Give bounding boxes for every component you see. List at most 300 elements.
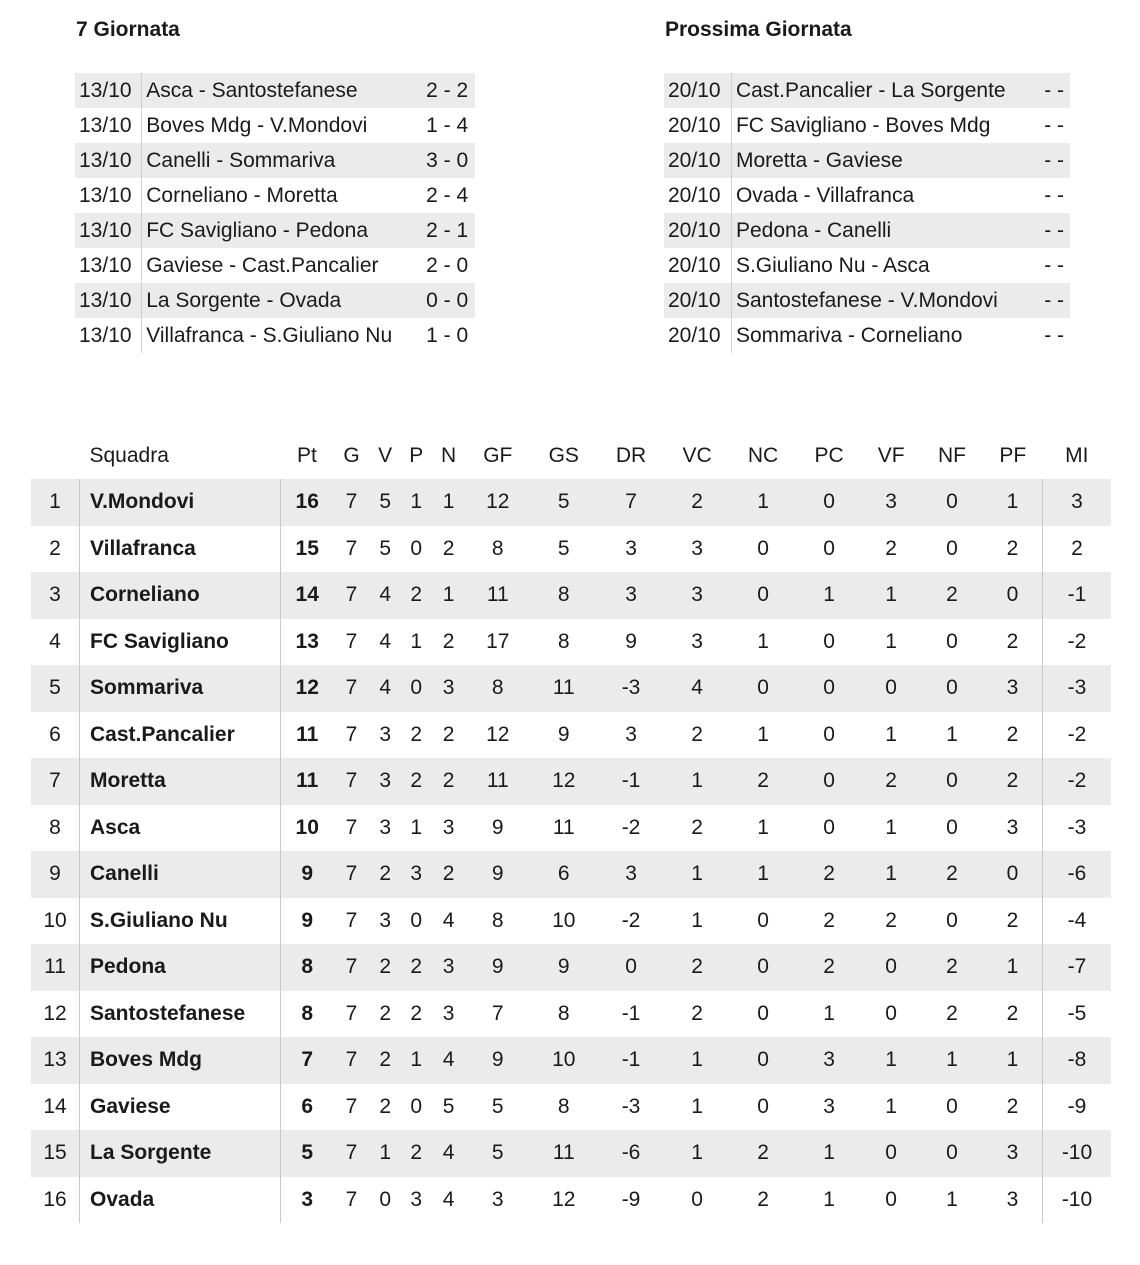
stat-cell: 3 [691, 536, 703, 560]
stat-cell: 2 [410, 722, 423, 746]
column-header: MI [1065, 444, 1089, 467]
points-cell: 11 [281, 758, 334, 805]
fixture-row [75, 283, 475, 318]
team-name: V.Mondovi [80, 479, 281, 526]
fixture-score: - - [1039, 73, 1070, 108]
stat-cell: 10 [552, 908, 576, 932]
stat-cell: 1 [410, 629, 423, 653]
stat-cell: 2 [921, 572, 983, 619]
points-cell: 8 [301, 1001, 314, 1025]
points-cell: 9 [301, 908, 314, 932]
column-header: NC [747, 444, 779, 467]
fixture-match: Santostefanese - V.Mondovi [731, 283, 1038, 318]
stat-cell: 8 [465, 665, 530, 712]
stat-cell: 0 [823, 722, 835, 746]
points-cell: 9 [281, 851, 334, 898]
stat-cell: 1 [757, 815, 769, 839]
fixture-row [664, 318, 1070, 353]
fixture-row [664, 108, 1070, 143]
stat-cell: 0 [861, 665, 921, 712]
stat-cell: 0 [921, 479, 983, 526]
position-cell: 1 [31, 479, 80, 526]
table-row [31, 851, 1111, 898]
stat-cell: 2 [797, 944, 862, 991]
stat-cell: 3 [1006, 1187, 1019, 1211]
stat-cell: 3 [491, 1187, 504, 1211]
stat-cell: -5 [1043, 991, 1112, 1038]
points-cell: 14 [281, 572, 334, 619]
stat-cell: 2 [1006, 536, 1019, 560]
stat-cell: 1 [885, 1094, 897, 1118]
stat-cell: 2 [370, 851, 401, 898]
stat-cell: 0 [946, 908, 958, 932]
stat-cell: 4 [442, 908, 455, 932]
points-cell: 12 [281, 665, 334, 712]
team-name: Gaviese [80, 1084, 281, 1131]
stat-cell: 1 [691, 1094, 703, 1118]
stat-cell: 1 [921, 1037, 983, 1084]
stat-cell: -9 [621, 1187, 641, 1211]
stat-cell: 2 [401, 944, 432, 991]
fixture-score: - - [1044, 254, 1065, 277]
standings-header-row [31, 433, 1111, 479]
stat-cell: -1 [597, 758, 664, 805]
table-row [31, 526, 1111, 573]
fixture-date: 13/10 [75, 143, 142, 178]
stat-cell: 1 [823, 1001, 835, 1025]
fixture-match: Pedona - Canelli [731, 213, 1038, 248]
column-header: PC [814, 444, 844, 467]
stat-cell: 1 [410, 815, 423, 839]
stat-cell: 0 [823, 629, 835, 653]
stat-cell: 4 [432, 1130, 466, 1177]
fixture-match: Villafranca - S.Giuliano Nu [146, 324, 393, 347]
table-row [31, 712, 1111, 759]
stat-cell: 1 [797, 1130, 862, 1177]
stat-cell: 1 [861, 1037, 921, 1084]
fixture-row [75, 108, 475, 143]
stat-cell: 0 [410, 536, 423, 560]
stat-cell: 0 [946, 1094, 958, 1118]
stat-cell: 11 [465, 758, 530, 805]
stat-cell: 1 [691, 908, 703, 932]
stat-cell: -10 [1043, 1177, 1112, 1224]
stat-cell: 12 [552, 1187, 576, 1211]
stat-cell: 0 [597, 944, 664, 991]
fixture-date: 13/10 [75, 283, 142, 318]
stat-cell: 2 [823, 908, 835, 932]
points-cell: 6 [301, 1094, 314, 1118]
table-row [31, 572, 1111, 619]
stat-cell: -1 [1043, 572, 1112, 619]
stat-cell: 0 [729, 944, 796, 991]
stat-cell: 6 [530, 851, 597, 898]
fixture-score: 2 - 2 [420, 73, 475, 108]
stat-cell: 2 [757, 1187, 769, 1211]
fixture-row [75, 73, 475, 108]
stat-cell: 2 [379, 1094, 392, 1118]
stat-cell: 9 [491, 815, 504, 839]
fixture-match: Canelli - Sommariva [142, 143, 420, 178]
fixture-row [75, 318, 475, 353]
stat-cell: 2 [1006, 722, 1019, 746]
stat-cell: 2 [401, 758, 432, 805]
position-cell: 4 [31, 619, 80, 666]
points-cell: 8 [281, 944, 334, 991]
table-row [31, 758, 1111, 805]
stat-cell: 5 [491, 1094, 504, 1118]
stat-cell: 9 [465, 851, 530, 898]
stat-cell: 1 [946, 1187, 958, 1211]
stat-cell: 2 [729, 1130, 796, 1177]
stat-cell: 2 [921, 944, 983, 991]
team-name: Pedona [80, 944, 281, 991]
fixture-match: Cast.Pancalier - La Sorgente [731, 73, 1038, 108]
stat-cell: 0 [797, 665, 862, 712]
stat-cell: 0 [946, 815, 958, 839]
stat-cell: 7 [345, 722, 358, 746]
fixture-match: FC Savigliano - Boves Mdg [735, 114, 991, 137]
position-cell: 12 [31, 991, 80, 1038]
stat-cell: 7 [333, 1037, 369, 1084]
stat-cell: 2 [1006, 1001, 1019, 1025]
fixture-date: 20/10 [664, 283, 731, 318]
stat-cell: 2 [691, 1001, 703, 1025]
stat-cell: 0 [823, 815, 835, 839]
position-cell: 9 [31, 851, 80, 898]
stat-cell: 1 [983, 479, 1043, 526]
team-name: Santostefanese [80, 991, 281, 1038]
stat-cell: 0 [410, 908, 423, 932]
stat-cell: 3 [442, 1001, 455, 1025]
stat-cell: 0 [757, 1094, 769, 1118]
stat-cell: 2 [432, 758, 466, 805]
stat-cell: 1 [665, 1130, 730, 1177]
stat-cell: 2 [983, 758, 1043, 805]
fixture-match: Sommariva - Corneliano [735, 324, 963, 347]
fixture-score: 1 - 4 [426, 114, 469, 137]
stat-cell: -2 [621, 908, 641, 932]
table-row [31, 1177, 1111, 1224]
stat-cell: 1 [885, 629, 897, 653]
stat-cell: 0 [379, 1187, 392, 1211]
stat-cell: -2 [621, 815, 641, 839]
fixture-score: - - [1044, 184, 1065, 207]
stat-cell: 3 [597, 572, 664, 619]
stat-cell: 3 [861, 479, 921, 526]
stat-cell: -3 [621, 1094, 641, 1118]
stat-cell: 3 [401, 851, 432, 898]
stat-cell: -9 [1043, 1084, 1112, 1131]
team-name: Ovada [80, 1177, 281, 1224]
fixture-match: Boves Mdg - V.Mondovi [146, 114, 368, 137]
fixture-score: - - [1044, 324, 1065, 347]
stat-cell: 5 [379, 536, 392, 560]
team-name: La Sorgente [80, 1130, 281, 1177]
stat-cell: 3 [797, 1037, 862, 1084]
fixture-score: 3 - 0 [420, 143, 475, 178]
table-row [31, 1084, 1111, 1131]
stat-cell: 0 [921, 665, 983, 712]
position-cell: 16 [31, 1177, 80, 1224]
team-name: Sommariva [80, 665, 281, 712]
fixture-match: Asca - Santostefanese [142, 73, 420, 108]
stat-cell: 11 [465, 572, 530, 619]
stat-cell: -6 [1043, 851, 1112, 898]
position-cell: 3 [31, 572, 80, 619]
stat-cell: 1 [885, 722, 897, 746]
stat-cell: 4 [665, 665, 730, 712]
stat-cell: 7 [345, 1187, 358, 1211]
fixture-date: 13/10 [75, 213, 142, 248]
stat-cell: -8 [1043, 1037, 1112, 1084]
stat-cell: 7 [333, 758, 369, 805]
fixture-score: - - [1039, 213, 1070, 248]
stat-cell: 1 [665, 1037, 730, 1084]
stat-cell: 17 [486, 629, 510, 653]
stat-cell: 7 [345, 536, 358, 560]
column-header: G [343, 444, 360, 467]
position-cell: 10 [31, 898, 80, 945]
stat-cell: 8 [491, 536, 504, 560]
stat-cell: 0 [983, 851, 1043, 898]
position-cell: 5 [31, 665, 80, 712]
stat-cell: 0 [797, 758, 862, 805]
fixture-score: 0 - 0 [420, 283, 475, 318]
stat-cell: 7 [345, 908, 358, 932]
stat-cell: 1 [983, 1037, 1043, 1084]
next-round-title: Prossima Giornata [665, 18, 852, 41]
stat-cell: 4 [442, 1187, 455, 1211]
stat-cell: 1 [861, 851, 921, 898]
table-row [31, 1037, 1111, 1084]
stat-cell: 2 [442, 629, 455, 653]
position-cell: 7 [31, 758, 80, 805]
stat-cell: 12 [530, 758, 597, 805]
stat-cell: 0 [729, 572, 796, 619]
fixture-row [664, 143, 1070, 178]
fixture-score: 2 - 1 [420, 213, 475, 248]
stat-cell: -2 [1043, 758, 1112, 805]
stat-cell: 2 [442, 722, 455, 746]
stat-cell: 4 [370, 572, 401, 619]
team-name: Villafranca [80, 526, 281, 573]
stat-cell: 1 [401, 479, 432, 526]
stat-cell: 1 [757, 722, 769, 746]
stat-cell: 7 [333, 479, 369, 526]
stat-cell: -1 [597, 1037, 664, 1084]
stat-cell: 2 [442, 536, 455, 560]
fixture-row [75, 213, 475, 248]
team-name: S.Giuliano Nu [80, 898, 281, 945]
position-cell: 6 [31, 712, 80, 759]
stat-cell: 0 [797, 479, 862, 526]
team-name: Canelli [80, 851, 281, 898]
stat-cell: 0 [861, 1130, 921, 1177]
stat-cell: 2 [921, 851, 983, 898]
current-round-fixtures [75, 73, 475, 353]
stat-cell: 2 [665, 479, 730, 526]
stat-cell: 2 [1006, 629, 1019, 653]
stat-cell: 2 [370, 944, 401, 991]
column-header: N [441, 444, 457, 467]
table-row [31, 1130, 1111, 1177]
stat-cell: 3 [432, 944, 466, 991]
column-header: GF [483, 444, 513, 467]
points-cell: 3 [301, 1187, 314, 1211]
table-row [31, 479, 1111, 526]
stat-cell: 0 [729, 665, 796, 712]
fixture-row [664, 178, 1070, 213]
stat-cell: 12 [465, 479, 530, 526]
stat-cell: 1 [946, 722, 958, 746]
fixture-match: Gaviese - Cast.Pancalier [146, 254, 379, 277]
column-header: DR [615, 444, 647, 467]
stat-cell: 11 [530, 665, 597, 712]
fixture-row [75, 248, 475, 283]
stat-cell: 7 [345, 629, 358, 653]
stat-cell: 3 [370, 758, 401, 805]
column-header: Pt [297, 444, 317, 467]
fixture-date: 13/10 [75, 248, 142, 283]
stat-cell: 3 [597, 851, 664, 898]
stat-cell: 1 [401, 1037, 432, 1084]
team-name: FC Savigliano [80, 619, 281, 666]
stat-cell: 3 [379, 815, 392, 839]
stat-cell: 0 [885, 1001, 897, 1025]
points-cell: 5 [281, 1130, 334, 1177]
stat-cell: 1 [665, 851, 730, 898]
column-header: P [409, 444, 424, 467]
stat-cell: 3 [442, 815, 455, 839]
table-row [31, 665, 1111, 712]
stat-cell: 0 [946, 536, 958, 560]
stat-cell: 7 [491, 1001, 504, 1025]
stat-cell: 1 [432, 572, 466, 619]
stat-cell: 5 [465, 1130, 530, 1177]
stat-cell: 0 [921, 758, 983, 805]
fixture-score: 2 - 4 [426, 184, 469, 207]
stat-cell: 3 [823, 1094, 835, 1118]
stat-cell: 2 [946, 1001, 958, 1025]
stat-cell: 2 [885, 536, 897, 560]
stat-cell: 8 [530, 572, 597, 619]
column-header: GS [548, 444, 579, 467]
fixture-row [664, 283, 1070, 318]
stat-cell: -1 [621, 1001, 641, 1025]
table-row [31, 898, 1111, 945]
stat-cell: 0 [757, 536, 769, 560]
stat-cell: 2 [729, 758, 796, 805]
stat-cell: 7 [333, 665, 369, 712]
fixture-date: 20/10 [664, 318, 731, 353]
fixture-score: 2 - 0 [426, 254, 469, 277]
stat-cell: 1 [885, 815, 897, 839]
stat-cell: 3 [691, 629, 703, 653]
stat-cell: 0 [410, 1094, 423, 1118]
fixture-score: - - [1044, 114, 1065, 137]
points-cell: 15 [295, 536, 319, 560]
position-cell: 15 [31, 1130, 80, 1177]
fixture-date: 13/10 [75, 108, 142, 143]
stat-cell: 7 [333, 572, 369, 619]
stat-cell: 7 [345, 1094, 358, 1118]
fixture-match: S.Giuliano Nu - Asca [735, 254, 930, 277]
stat-cell: 5 [530, 479, 597, 526]
stat-cell: 4 [370, 665, 401, 712]
stat-cell: 0 [757, 1001, 769, 1025]
stat-cell: -3 [597, 665, 664, 712]
stat-cell: 2 [410, 1001, 423, 1025]
stat-cell: 7 [333, 1130, 369, 1177]
stat-cell: 3 [625, 536, 637, 560]
stat-cell: 8 [557, 1001, 570, 1025]
stat-cell: 2 [861, 758, 921, 805]
stat-cell: 3 [983, 1130, 1043, 1177]
stat-cell: 1 [665, 758, 730, 805]
fixture-date: 13/10 [75, 318, 142, 353]
stat-cell: 3 [379, 908, 392, 932]
stat-cell: -2 [1043, 619, 1112, 666]
stat-cell: 3 [665, 572, 730, 619]
stat-cell: 11 [552, 815, 575, 839]
stat-cell: 2 [665, 944, 730, 991]
stat-cell: 8 [557, 1094, 570, 1118]
fixture-match: Corneliano - Moretta [146, 184, 338, 207]
position-cell: 2 [31, 526, 80, 573]
stat-cell: 2 [885, 908, 897, 932]
stat-cell: 0 [861, 944, 921, 991]
fixture-row [664, 248, 1070, 283]
stat-cell: 2 [1006, 1094, 1019, 1118]
stat-cell: 9 [557, 722, 570, 746]
stat-cell: 9 [465, 944, 530, 991]
stat-cell: 2 [401, 1130, 432, 1177]
fixture-match: Moretta - Gaviese [731, 143, 1038, 178]
stat-cell: 5 [557, 536, 570, 560]
team-name: Corneliano [80, 572, 281, 619]
stat-cell: 9 [625, 629, 637, 653]
stat-cell: 1 [432, 479, 466, 526]
stat-cell: 2 [379, 1001, 392, 1025]
stat-cell: 0 [823, 536, 835, 560]
fixture-date: 20/10 [664, 213, 731, 248]
fixture-match: La Sorgente - Ovada [142, 283, 420, 318]
stat-cell: 11 [530, 1130, 597, 1177]
table-row [31, 991, 1111, 1038]
stat-cell: 4 [379, 629, 392, 653]
stat-cell: 2 [401, 572, 432, 619]
stat-cell: 1 [797, 572, 862, 619]
team-name: Cast.Pancalier [80, 712, 281, 759]
stat-cell: 0 [401, 665, 432, 712]
stat-cell: 8 [557, 629, 570, 653]
stat-cell: -4 [1043, 898, 1112, 945]
stat-cell: 2 [1043, 526, 1112, 573]
column-header: VF [877, 444, 905, 467]
stat-cell: 9 [530, 944, 597, 991]
position-cell: 13 [31, 1037, 80, 1084]
fixture-row [75, 178, 475, 213]
fixture-date: 20/10 [664, 248, 731, 283]
stat-cell: 3 [983, 665, 1043, 712]
points-cell: 13 [295, 629, 319, 653]
stat-cell: 2 [797, 851, 862, 898]
fixture-match: FC Savigliano - Pedona [142, 213, 420, 248]
fixture-date: 13/10 [75, 178, 142, 213]
stat-cell: 7 [333, 944, 369, 991]
fixture-score: - - [1039, 283, 1070, 318]
